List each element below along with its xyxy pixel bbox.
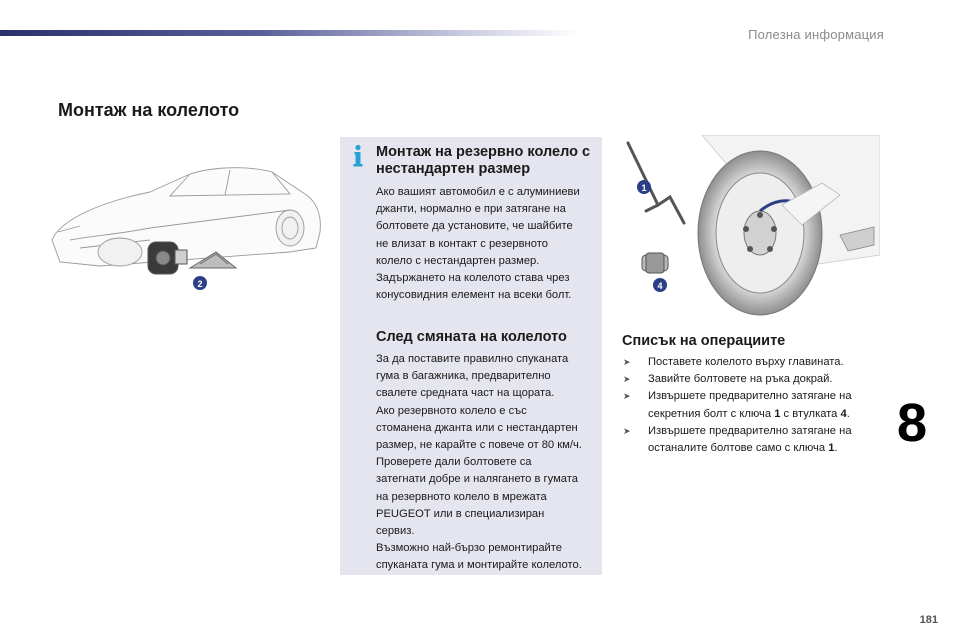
list-item: ➤ Завийте болтовете на ръка докрай. — [622, 371, 892, 388]
page-title: Монтаж на колелото — [58, 100, 240, 120]
info-icon — [350, 144, 366, 168]
operations-title: Списък на операциите — [622, 333, 786, 349]
bullet-icon: ➤ — [623, 425, 631, 436]
bullet-icon: ➤ — [623, 391, 631, 402]
section-label: Полезна информация — [748, 27, 884, 42]
list-item: ➤ Поставете колелото върху главината. — [622, 354, 892, 371]
info-heading-after-change: След смяната на колелото — [376, 329, 567, 345]
page-number: 181 — [919, 614, 938, 626]
list-item: ➤ Извършете предварително затягане на останалите болтове само с ключа 1. — [623, 424, 852, 455]
info-heading-spare-wheel: Монтаж на резервно колело с нестандартен размер — [376, 144, 591, 177]
wheel-illustration — [612, 135, 880, 320]
chapter-number: 8 — [897, 392, 947, 454]
info-text-after-change: За да поставите правилно спуканата гума в багажника, предварително свалете средната част на щората. Ако резервното колело е със стоманена джанта или с нестандартен размер, не карайте с повече от 80 км/ч. Проверете дали болтовете са затегнати добре и налягането в гумата на резервното колело в мрежата PEUGEOT или в специализиран сервиз. Възможно най-бързо ремонтирайте спуканата гума и монтирайте колелото. — [376, 353, 582, 572]
bullet-icon: ➤ — [623, 357, 631, 367]
operations-list — [622, 354, 892, 457]
header-gradient-bar — [0, 30, 580, 36]
car-illustration — [40, 140, 330, 300]
list-item: ➤ Извършете предварително затягане на секретния болт с ключа 1 с втулката 4. — [623, 390, 852, 420]
wheel-callout-4: 4 — [657, 281, 663, 291]
wheel-callout-1: 1 — [641, 183, 647, 193]
car-callout-2: 2 — [197, 279, 203, 289]
info-text-spare-wheel: Ако вашият автомобил е с алуминиеви джанти, нормално е при затягане на болтовете да установите, че шайбите не влизат в контакт с резервното колело с нестандартен размер. Задържането на колелото става чрез конусовидния елемент на всеки болт. — [376, 186, 580, 302]
info-box — [340, 137, 602, 575]
socket-adapter — [642, 253, 668, 273]
bullet-icon: ➤ — [623, 374, 631, 385]
